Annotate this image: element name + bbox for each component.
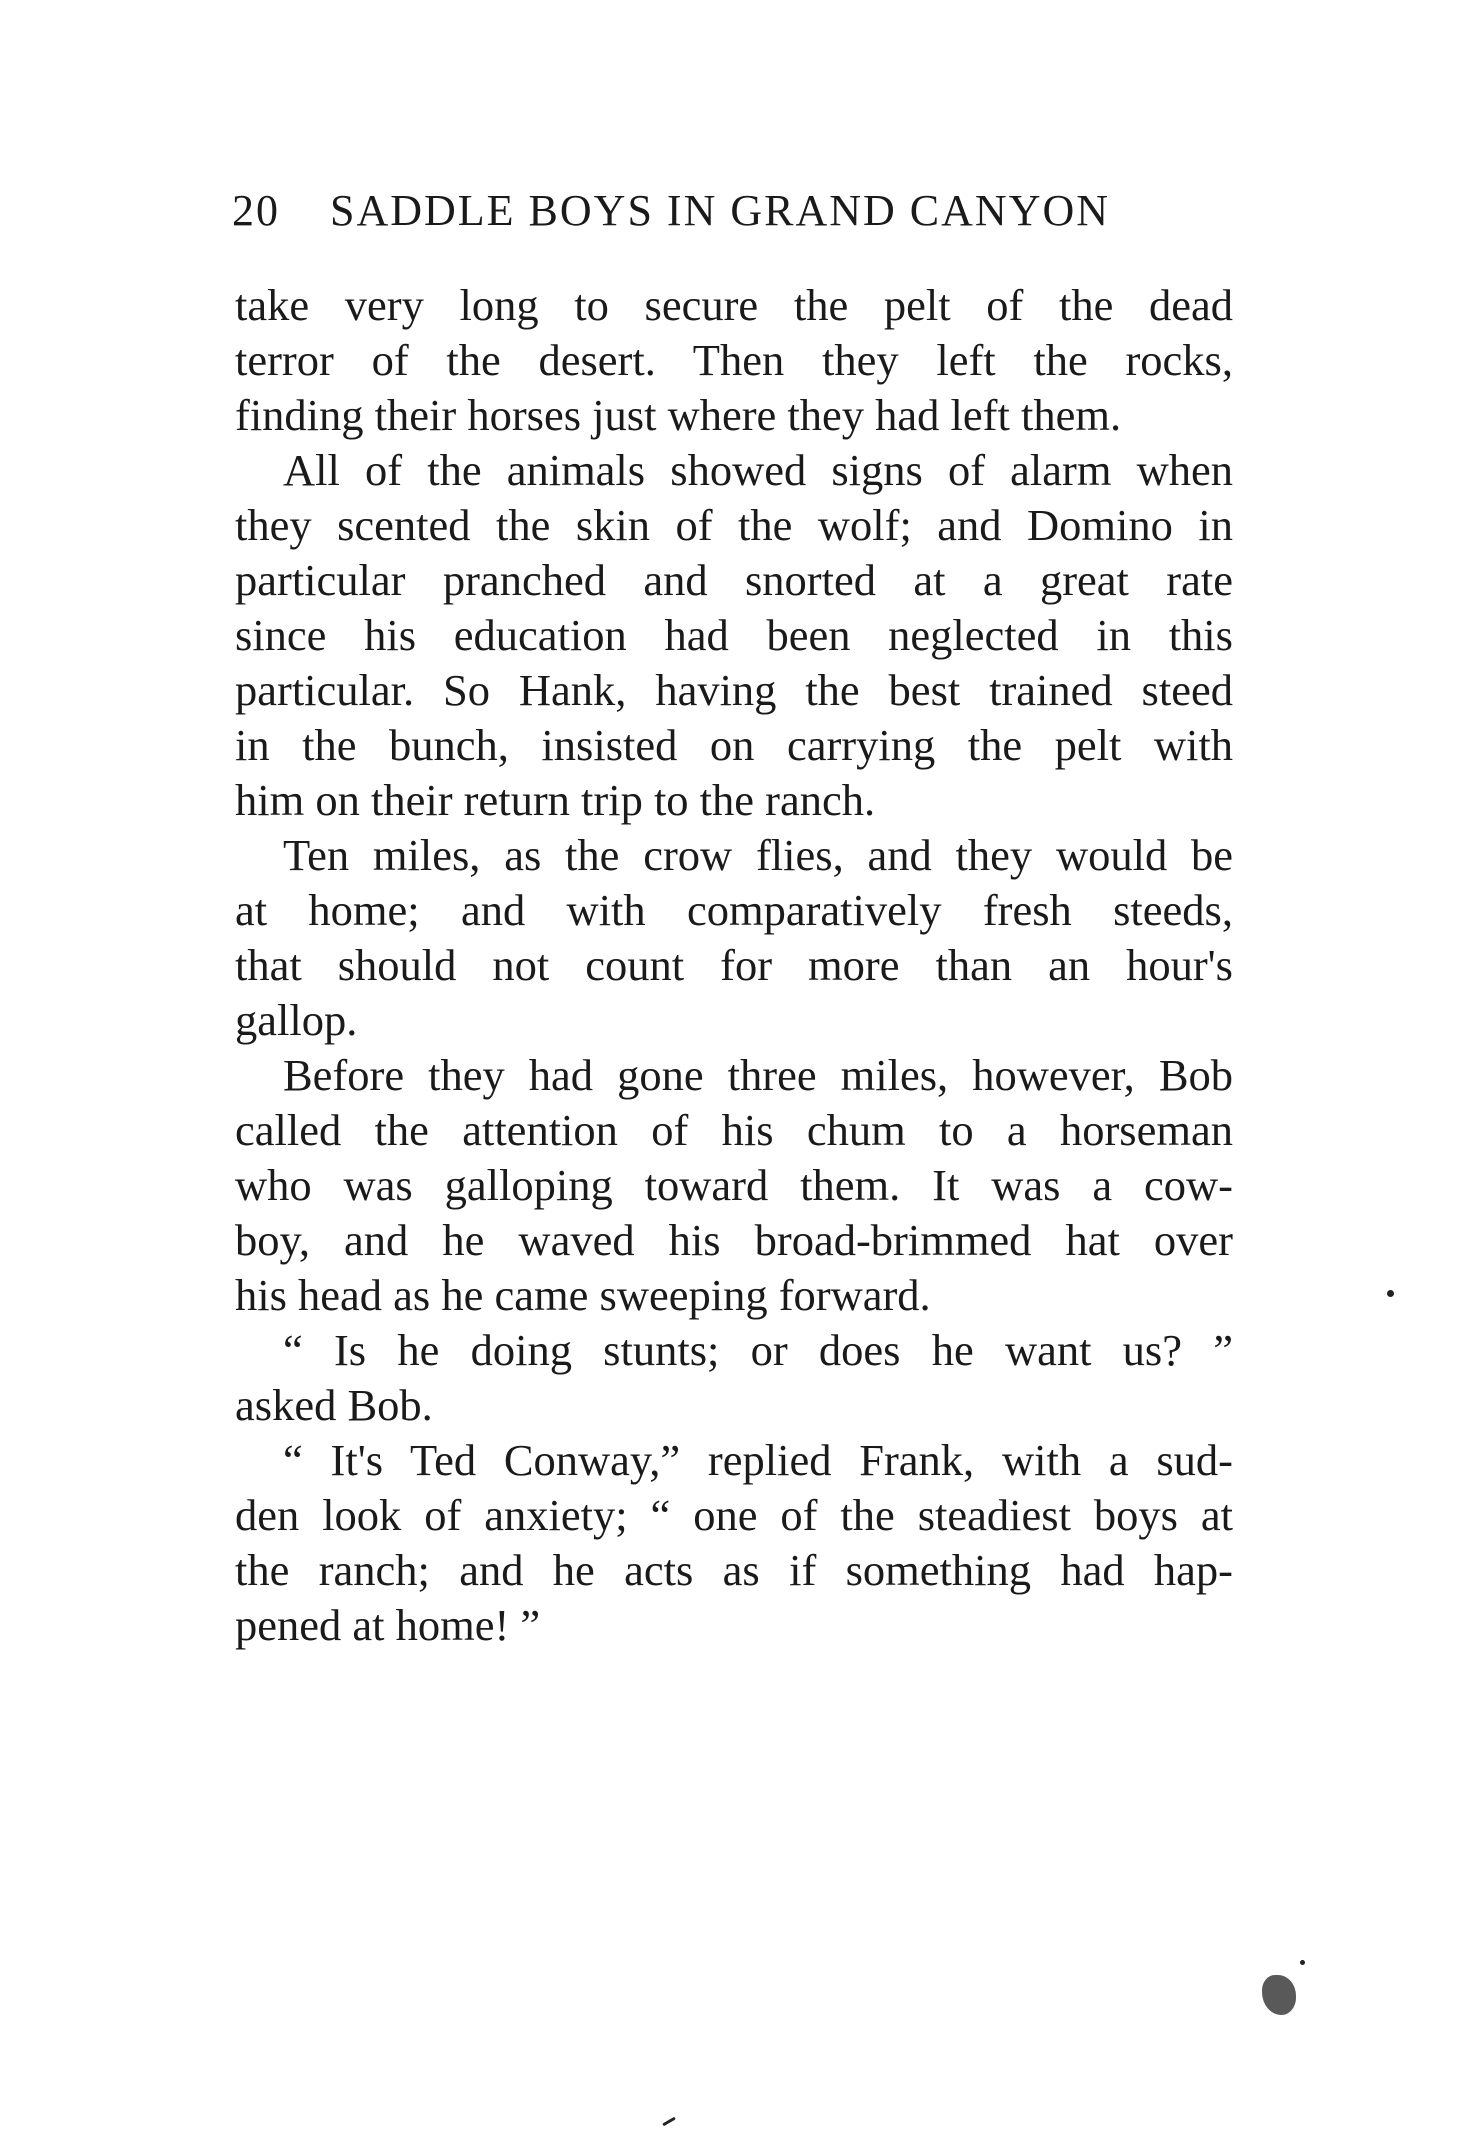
paragraph <box>235 443 1233 828</box>
paragraph <box>235 1048 1233 1323</box>
text-line: boy, and he waved his broad-brimmed hat over <box>235 1215 1233 1265</box>
page-number: 20 <box>232 186 280 235</box>
text-line: in the bunch, insisted on carrying the pelt with <box>235 720 1233 770</box>
text-line: who was galloping toward them. It was a cow- <box>235 1160 1233 1210</box>
paragraph <box>235 1433 1233 1653</box>
paragraph <box>235 828 1233 1048</box>
text-line: take very long to secure the pelt of the dead <box>235 280 1233 330</box>
text-line: finding their horses just where they had left them. <box>235 390 1122 440</box>
text-line: since his education had been neglected in this <box>235 610 1233 660</box>
text-line: den look of anxiety; “ one of the steadiest boys at <box>235 1490 1233 1540</box>
text-line: they scented the skin of the wolf; and Domino in <box>235 500 1233 550</box>
text-line: asked Bob. <box>235 1380 433 1430</box>
ink-speck <box>1262 1975 1296 2015</box>
text-line: “ Is he doing stunts; or does he want us? ” <box>283 1325 1233 1375</box>
text-line: Before they had gone three miles, however, Bob <box>283 1050 1233 1100</box>
text-line: him on their return trip to the ranch. <box>235 775 876 825</box>
ink-speck <box>662 2117 676 2127</box>
text-line: at home; and with comparatively fresh steeds, <box>235 885 1233 935</box>
text-line: All of the animals showed signs of alarm when <box>283 445 1233 495</box>
text-line: his head as he came sweeping forward. <box>235 1270 931 1320</box>
text-line: terror of the desert. Then they left the rocks, <box>235 335 1233 385</box>
text-line: that should not count for more than an hour's <box>235 940 1233 990</box>
running-header <box>232 185 1235 236</box>
text-line: gallop. <box>235 995 358 1045</box>
paragraph <box>235 1323 1233 1433</box>
body-text <box>235 278 1233 1653</box>
paragraph <box>235 278 1233 443</box>
text-line: the ranch; and he acts as if something had hap- <box>235 1545 1233 1595</box>
text-line: “ It's Ted Conway,” replied Frank, with a sud- <box>283 1435 1233 1485</box>
text-line: particular pranched and snorted at a great rate <box>235 555 1233 605</box>
text-line: particular. So Hank, having the best trained steed <box>235 665 1233 715</box>
text-line: called the attention of his chum to a horseman <box>235 1105 1233 1155</box>
ink-speck <box>1387 1290 1394 1297</box>
running-title: SADDLE BOYS IN GRAND CANYON <box>330 186 1111 235</box>
text-line: Ten miles, as the crow flies, and they would be <box>283 830 1233 880</box>
ink-speck <box>1300 1960 1305 1965</box>
text-line: pened at home! ” <box>235 1600 541 1650</box>
